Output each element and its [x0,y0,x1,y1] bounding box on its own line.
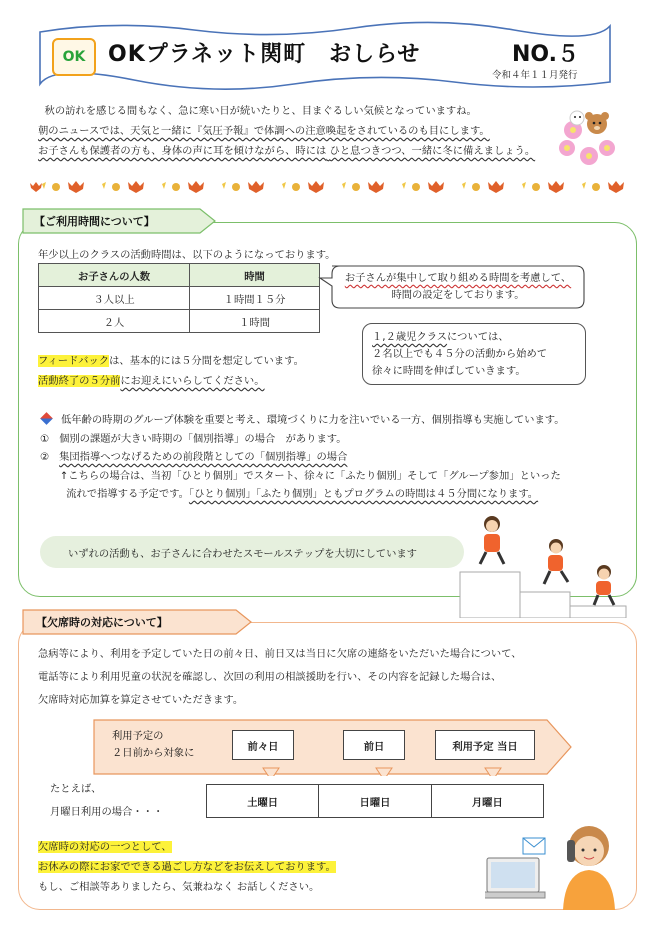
table-row [39,310,320,333]
autumn-leaf-border [30,180,625,194]
table-header: お子さんの人数 [39,264,190,287]
page-title: OKプラネット関町 おしらせ [108,42,421,67]
absence-line-2: 電話等により利用児童の状況を確認し、次回の利用の相談援助を行い、その内容を記録した場合は、 [38,671,502,683]
feedback-highlight: フィードバック [38,355,110,367]
issue-number: NO.５ [512,42,579,67]
end-time-highlight: 活動終了の５分前 [38,375,121,387]
day-saturday: 土曜日 [207,785,319,817]
feedback-rest: は、基本的には５分間を想定しています。 [109,355,304,367]
point-2-number: ② [40,451,50,463]
point-2-detail-2a: 流れで指導する予定です。 [66,488,189,500]
example-days [206,784,544,818]
issue-date: 令和４年１１月発行 [492,70,578,81]
absence-heading: 【欠席時の対応について】 [36,616,168,629]
table-header-row [39,264,320,287]
intro-line-2: 朝のニュースでは、天気と一緒に『気圧予報』で体調への注意喚起をされているのも目にします。 [38,125,490,137]
logo-text: OK [62,49,86,65]
point-intro: 低年齢の時期のグループ体験を重要と考え、環境づくりに力を注いでいる一方、個別指導も実施しています。 [61,414,565,426]
closing-line-1: 欠席時の対応の一つとして、 [38,841,172,853]
diamond-bullet-icon [40,412,53,425]
point-2-detail-2b: 「ひとり個別」「ふたり個別」ともプログラムの時間は４５分間になります。 [188,488,539,500]
table-cell: １時間 [190,310,320,333]
timeline-label-2: ２日前から対象に [112,747,195,759]
table-cell: １時間１５分 [190,287,320,310]
point-1-number: ① [40,432,50,445]
point-1: 個別の課題が大きい時期の「個別指導」の場合 があります。 [59,432,347,445]
small-steps-text: いずれの活動も、お子さんに合わせたスモールステップを大切にしています [68,548,417,560]
point-2-detail-1: ↑こちらの場合は、当初「ひとり個別」でスタート、徐々に「ふたり個別」そして「グループ参加」といった [59,469,561,482]
point-2: 集団指導へつなげるための前段階としての「個別指導」の場合 [59,451,348,463]
absence-line-1: 急病等により、利用を予定していた日の前々日、前日又は当日に欠席の連絡をいただいた場合について、 [38,648,522,660]
callout-text [338,270,578,304]
closing-line-3: もし、ご相談等ありましたら、気兼ねなく お話しください。 [38,881,320,893]
table-header: 時間 [190,264,320,287]
intro-line-1: 秋の訪れを感じる間もなく、急に寒い日が続いたりと、目まぐるしい気候となっていますね。 [44,105,477,117]
phone-consultation-illustration [485,818,630,910]
absence-line-3: 欠席時対応加算を算定させていただきます。 [38,694,244,706]
table-row [39,287,320,310]
intro-line-3b: ひと息つきつつ、一緒に冬に備えましょう。 [329,145,536,157]
stage-day-before: 前日 [343,730,405,760]
callout-line-2: 時間の設定をしております。 [391,289,525,301]
intro-text [38,101,578,161]
intro-line-3a: お子さんも保護者の方も、身体の声に耳を傾けながら、時には [38,145,327,157]
stage-two-days-before: 前々日 [232,730,294,760]
closing-line-2: お休みの際にお家でできる過ごし方などをお伝えしております。 [38,861,336,873]
timeline-label-1: 利用予定の [112,730,164,742]
usage-time-lead: 年少以上のクラスの活動時間は、以下のようになっております。 [38,249,336,261]
day-monday: 月曜日 [471,796,503,809]
usage-time-table [38,263,320,333]
flower-bear-illustration [555,108,621,170]
toddler-note-suffix: については、 [447,331,509,343]
individual-guidance-points [40,411,565,504]
feedback-text [38,351,304,391]
logo [52,38,96,76]
example-line-2: 月曜日利用の場合・・・ [50,806,164,818]
example-line-1: たとえば、 [50,783,102,795]
usage-time-heading: 【ご利用時間について】 [34,215,155,228]
toddler-note-line-3: 徐々に時間を伸ばしていきます。 [372,365,526,377]
end-time-rest: にお迎えにいらしてください。 [120,375,265,387]
stage-same-day: 利用予定 当日 [435,730,535,760]
toddler-note-line-2: ２名以上でも４５分の活動から始めて [372,348,548,360]
timeline-label [112,728,194,762]
toddler-note-text [372,329,547,380]
closing-text [38,837,336,897]
absence-text [38,643,522,712]
day-sunday: 日曜日 [319,785,431,817]
table-cell: ３人以上 [39,287,190,310]
toddler-class: １,２歳児クラス [372,331,448,343]
callout-line-1: お子さんが集中して取り組める時間を考慮して、 [344,272,572,284]
example-text [50,778,163,824]
kids-stairs-illustration [440,506,632,618]
table-cell: ２人 [39,310,190,333]
